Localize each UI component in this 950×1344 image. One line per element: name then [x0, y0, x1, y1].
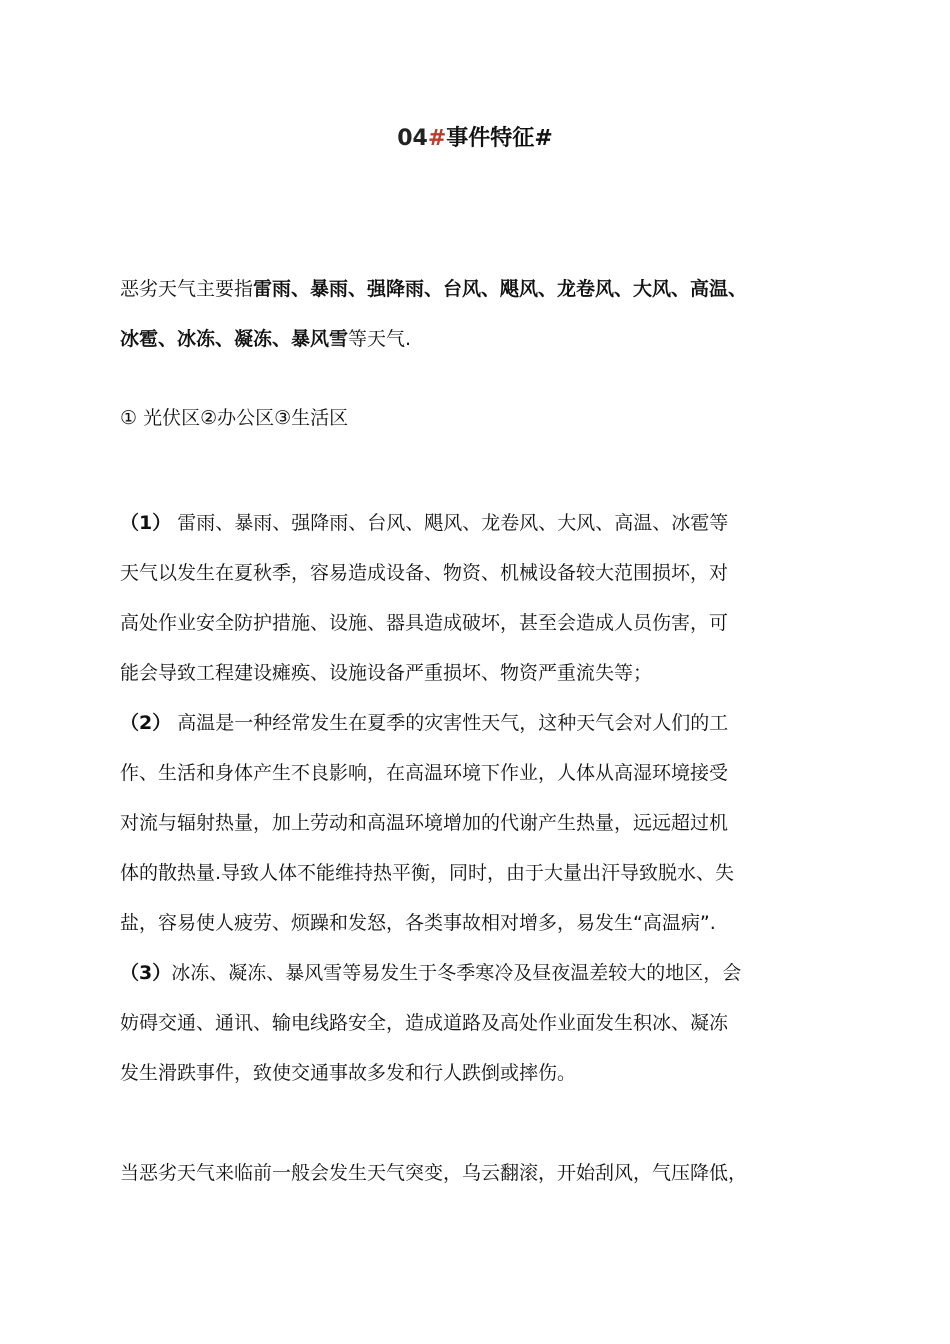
intro-weather-list-1: 雷雨、暴雨、强降雨、台风、飓风、龙卷风、大风、高温、 [253, 278, 748, 300]
item-2-text-1: 高温是一种经常发生在夏季的灾害性天气，这种天气会对人们的工 [177, 712, 729, 734]
title-hash-end: # [534, 126, 553, 151]
section-title [0, 124, 950, 154]
item-3-text-1: 冰冻、凝冻、暴风雪等易发生于冬季寒冷及昼夜温差较大的地区，会 [171, 962, 742, 984]
intro-line-2 [120, 314, 832, 364]
item-2-line-3: 对流与辐射热量，加上劳动和高温环境增加的代谢产生热量，远远超过机 [120, 812, 729, 834]
title-text: 事件特征 [446, 126, 535, 151]
item-2-line-1 [120, 698, 832, 748]
intro-weather-list-2: 冰雹、冰冻、凝冻、暴风雪 [120, 328, 349, 350]
closing-paragraph [120, 1148, 832, 1198]
areas-text: ① 光伏区②办公区③生活区 [120, 407, 349, 429]
item-2-line-2: 作、生活和身体产生不良影响，在高温环境下作业，人体从高湿环境接受 [120, 762, 729, 784]
title-number: 04 [397, 126, 428, 151]
item-3-paragraph [120, 948, 832, 1098]
item-2-line-4: 体的散热量.导致人体不能维持热平衡，同时，由于大量出汗导致脱水、失 [120, 862, 735, 884]
item-1-line-2: 天气以发生在夏秋季，容易造成设备、物资、机械设备较大范围损坏，对 [120, 562, 729, 584]
areas-line [120, 393, 832, 443]
item-1-paragraph [120, 498, 832, 698]
title-hash: # [427, 126, 447, 151]
item-1-line-4: 能会导致工程建设瘫痪、设施设备严重损坏、物资严重流失等； [120, 662, 653, 684]
closing-line-1: 当恶劣天气来临前一般会发生天气突变，乌云翻滚，开始刮风，气压降低， [120, 1162, 748, 1184]
item-1-text-1: 雷雨、暴雨、强降雨、台风、飓风、龙卷风、大风、高温、冰雹等 [177, 512, 729, 534]
item-1-line-3: 高处作业安全防护措施、设施、器具造成破坏，甚至会造成人员伤害，可 [120, 612, 729, 634]
intro-paragraph [120, 264, 832, 364]
intro-line-1 [120, 264, 832, 314]
item-2-tag: （2） [120, 712, 172, 734]
item-2-paragraph [120, 698, 832, 948]
intro-lead: 恶劣天气主要指 [120, 278, 254, 300]
intro-tail: 等天气. [348, 328, 412, 350]
item-3-line-2: 妨碍交通、通讯、输电线路安全，造成道路及高处作业面发生积冰、凝冻 [120, 1012, 729, 1034]
item-3-tag: （3） [120, 962, 172, 984]
item-3-line-1 [120, 948, 832, 998]
item-1-tag: （1） [120, 512, 172, 534]
item-3-line-3: 发生滑跌事件，致使交通事故多发和行人跌倒或摔伤。 [120, 1062, 577, 1084]
item-2-line-5: 盐，容易使人疲劳、烦躁和发怒，各类事故相对增多，易发生“高温病”. [120, 912, 716, 934]
item-1-line-1 [120, 498, 832, 548]
